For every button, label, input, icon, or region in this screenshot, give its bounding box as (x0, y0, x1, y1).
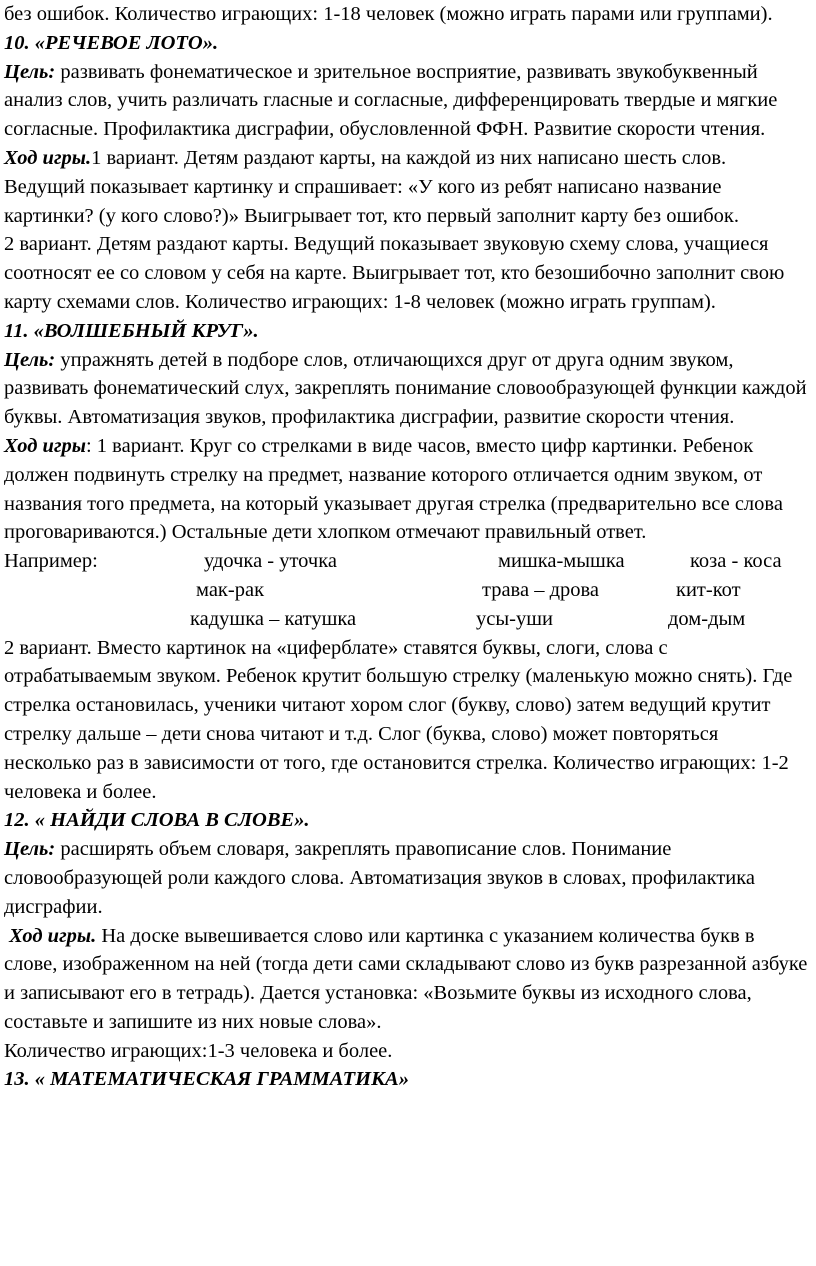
goal-text: упражнять детей в подборе слов, отличающихся друг от друга одним звуком, развивать фонематический слух, закреплять понимание словообразующей функции каждой буквы. Автоматизация звуков, профилактика дисграфии, развитие скорости чтения. (4, 348, 807, 429)
course-label: Ход игры. (9, 924, 97, 947)
examples-row (4, 547, 810, 576)
game11-course (4, 432, 810, 547)
game12-title: 12. « НАЙДИ СЛОВА В СЛОВЕ». (4, 809, 310, 832)
course-text: На доске вывешивается слово или картинка с указанием количества букв в слове, изображенном на ней (тогда дети сами складывают слово из букв разрезанной азбуке и записывают его в тетрадь). Дается установка: «Возьмите буквы из исходного слова, составьте и запишите из них новые слова». (4, 924, 808, 1033)
example-pair: удочка - уточка (204, 550, 337, 573)
course-label: Ход игры. (4, 146, 92, 169)
example-pair: коза - коса (690, 550, 782, 573)
example-pair: мак-рак (196, 578, 265, 601)
game11-goal (4, 346, 810, 432)
goal-text: развивать фонематическое и зрительное восприятие, развивать звукобуквенный анализ слов, учить различать гласные и согласные, дифференцировать твердые и мягкие согласные. Профилактика дисграфии, обусловленной ФФН. Развитие скорости чтения. (4, 60, 778, 141)
course-label: Ход игры (4, 434, 86, 457)
example-pair: кадушка – катушка (190, 607, 357, 630)
example-pair: дом-дым (668, 607, 746, 630)
course-text: : 1 вариант. Круг со стрелками в виде часов, вместо цифр картинки. Ребенок должен подвинуть стрелку на предмет, название которого отличается одним звуком, от названия того предмета, на который указывает другая стрелка (предварительно все слова проговариваются.) Остальные дети хлопком отмечают правильный ответ. (4, 434, 783, 544)
game12-players: Количество играющих:1-3 человека и более. (4, 1039, 393, 1062)
game11-title: 11. «ВОЛШЕБНЫЙ КРУГ». (4, 319, 259, 342)
game12-course (4, 922, 810, 1037)
examples-row (4, 605, 810, 634)
game10-course (4, 144, 810, 230)
intro-paragraph: без ошибок. Количество играющих: 1-18 человек (можно играть парами или группами). (4, 3, 773, 25)
example-pair: трава – дрова (482, 578, 600, 601)
example-pair: мишка-мышка (498, 550, 625, 573)
example-pair: усы-уши (476, 607, 553, 630)
game10-goal (4, 58, 810, 144)
examples-label: Например: (4, 550, 98, 573)
game11-variant2: 2 вариант. Вместо картинок на «циферблате» ставятся буквы, слоги, слова с отрабатываемым звуком. Ребенок крутит большую стрелку (маленькую можно снять). Где стрелка остановилась, ученики читают хором слог (букву, слово) затем ведущий крутит стрелку дальше – дети снова читают и т.д. Слог (буква, слово) может повторяться несколько раз в зависимости от того, где остановится стрелка. Количество играющих: 1-2 человека и более. (4, 636, 793, 803)
examples-row (4, 576, 810, 605)
goal-label: Цель: (4, 60, 56, 83)
goal-label: Цель: (4, 838, 56, 861)
goal-label: Цель: (4, 348, 56, 371)
goal-text: расширять объем словаря, закреплять правописание слов. Понимание словообразующей роли каждого слова. Автоматизация звуков в словах, профилактика дисграфии. (4, 838, 756, 918)
game13-title: 13. « МАТЕМАТИЧЕСКАЯ ГРАММАТИКА» (4, 1068, 409, 1091)
game10-variant2: 2 вариант. Детям раздают карты. Ведущий показывает звуковую схему слова, учащиеся соотносят ее со словом у себя на карте. Выигрывает тот, кто безошибочно заполнит свою карту схемами слов. Количество играющих: 1-8 человек (можно играть группам). (4, 233, 785, 313)
example-pair: кит-кот (676, 578, 741, 601)
course-text: 1 вариант. Детям раздают карты, на каждой из них написано шесть слов. Ведущий показывает картинку и спрашивает: «У кого из ребят написано название картинки? (у кого слово?)» Выигрывает тот, кто первый заполнит карту без ошибок. (4, 146, 740, 227)
game10-title: 10. «РЕЧЕВОЕ ЛОТО». (4, 31, 219, 54)
game12-goal (4, 835, 810, 921)
